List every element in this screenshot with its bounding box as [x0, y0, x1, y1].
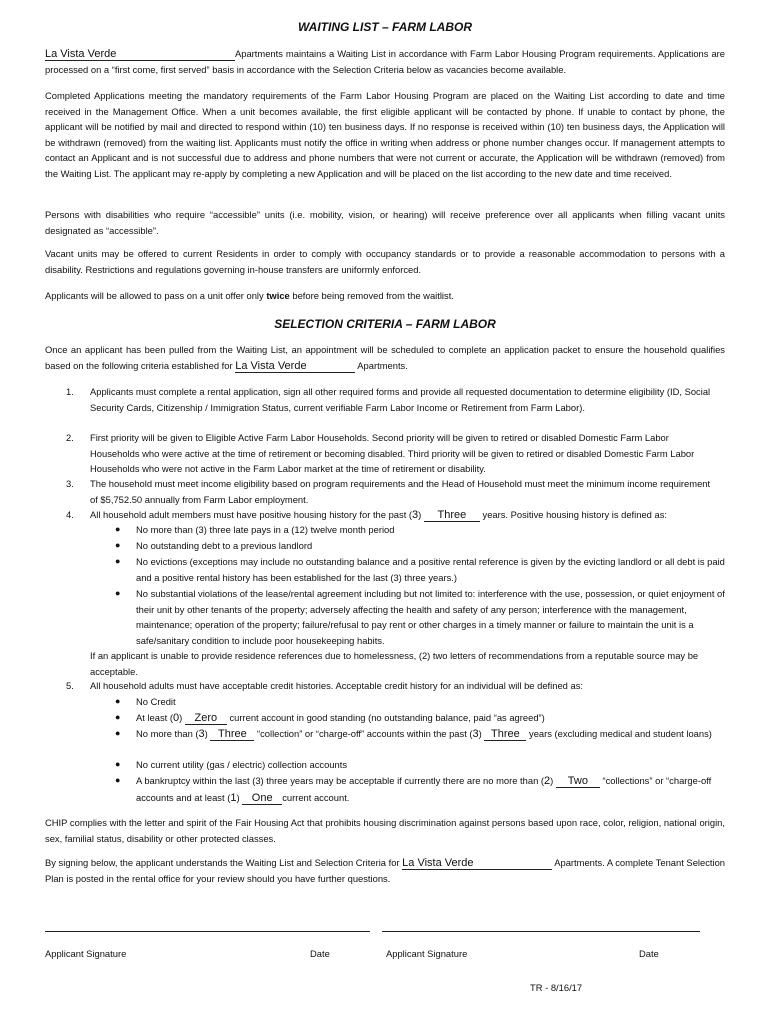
- credit-bullet: No current utility (gas / electric) collection accounts: [136, 759, 348, 770]
- criteria-item-3: The household must meet income eligibility based on program requirements and the Head of Household must meet the minimum income requirement of $5,752.50 annually from Farm Labor employment.: [90, 478, 711, 505]
- current-accounts-number-field[interactable]: 0: [173, 712, 180, 724]
- criteria-intro-paragraph: Once an applicant has been pulled from the Waiting List, an appointment will be scheduled to complete an application packet to ensure the household qualifies based on the following criteria established for La Vista Verde Apartments.: [45, 344, 725, 372]
- housing-criteria-bullet: No evictions (exceptions may include no outstanding balance and a positive rental reference is given by the evicting landlord or all debt is paid and a positive rental history has been established for the last (3) three years.): [136, 556, 725, 583]
- credit-bullet: A bankruptcy within the last (3) three years may be acceptable if currently there are no more than (2) Two “collections” or “charge-off accounts and at least (1) One current account.: [136, 775, 712, 804]
- page-title: WAITING LIST – FARM LABOR: [298, 20, 472, 34]
- resident-transfer-paragraph: Vacant units may be offered to current Residents in order to comply with occupancy standards or to provide a reasonable accommodation to persons with a disability. Restrictions and regulations governing in-house transfers are uniformly enforced.: [45, 248, 725, 275]
- signing-paragraph: By signing below, the applicant understands the Waiting List and Selection Criteria for La Vista Verde Apartments. A complete Tenant Selection Plan is posted in the rental office for your review should you have further questions.: [45, 857, 726, 884]
- bullet-icon: ●: [115, 556, 121, 566]
- applicant-signature-line-1[interactable]: [45, 931, 370, 932]
- criteria-item-2: First priority will be given to Eligible Active Farm Labor Households. Second priority will be given to retired or disabled Domestic Farm Labor Households who were active at the time of retirement or becoming disabled. Third priority will be given to retired or disabled Domestic Farm Labor Households who were not active in the Farm Labor market at the time of retirement or disability.: [90, 432, 695, 475]
- collection-accounts-word-field[interactable]: Three: [210, 728, 254, 741]
- criteria-item-1: Applicants must complete a rental application, sign all other required forms and provide all requested documentation to determine eligibility (ID, Social Security Cards, Citizenship / Immigration Status, current verifiable Farm Labor Income or Retirement from Farm Labor).: [90, 386, 711, 413]
- housing-years-number-field[interactable]: 3: [412, 509, 419, 521]
- credit-bullet: No Credit: [136, 696, 176, 707]
- bullet-icon: ●: [115, 524, 121, 534]
- collection-years-number-field[interactable]: 3: [472, 728, 479, 740]
- bullet-icon: ●: [115, 775, 121, 785]
- bullet-icon: ●: [115, 728, 121, 738]
- item-number: 3.: [66, 478, 74, 489]
- bankruptcy-accounts-word-field[interactable]: One: [242, 792, 282, 805]
- property-name-field-2[interactable]: La Vista Verde: [235, 360, 355, 373]
- bullet-icon: ●: [115, 588, 121, 598]
- housing-criteria-bullet: No more than (3) three late pays in a (12) twelve month period: [136, 524, 395, 535]
- date-label: Date: [639, 948, 659, 959]
- credit-bullet: No more than (3) Three “collection” or “charge-off” accounts within the past (3) Three years (excluding medical and student loans): [136, 728, 712, 740]
- date-label: Date: [310, 948, 330, 959]
- section-title: SELECTION CRITERIA – FARM LABOR: [274, 317, 496, 331]
- applicant-signature-label: Applicant Signature: [386, 948, 468, 959]
- item-number: 1.: [66, 386, 74, 397]
- application-process-paragraph: Completed Applications meeting the mandatory requirements of the Farm Labor Housing Program are placed on the Waiting List according to date and time received in the Management Office. When a unit becomes available, the first eligible applicant will be contacted by phone. If unable to contact by phone, the applicant will be notified by mail and directed to respond within (10) ten business days. If no response is received within (10) ten business days, the Application will be withdrawn (removed) from the waiting list. Applicants must notify the office in writing when address or phone number changes occur. If management attempts to contact an Applicant and is not successful due to address and phone numbers that were not current or accurate, the Application will be withdrawn (removed) from the Waiting List. The applicant may re-apply by completing a new Application and will be placed on the list according to the new date and time received.: [45, 90, 725, 179]
- homelessness-note: If an applicant is unable to provide residence references due to homelessness, (2) two letters of recommendations from a reputable source may be acceptable.: [90, 650, 699, 677]
- accessibility-paragraph: Persons with disabilities who require “accessible” units (i.e. mobility, vision, or hearing) will receive preference over all applicants when filling vacant units designated as “accessible”.: [45, 209, 725, 236]
- form-revision-footer: TR - 8/16/17: [530, 982, 583, 993]
- item-number: 5.: [66, 680, 74, 691]
- property-name-field-3[interactable]: La Vista Verde: [402, 857, 552, 870]
- intro-paragraph: [45, 46, 725, 77]
- housing-years-word-field[interactable]: Three: [424, 509, 480, 522]
- bankruptcy-collections-word-field[interactable]: Two: [556, 775, 600, 788]
- item-number: 4.: [66, 509, 74, 520]
- bullet-icon: ●: [115, 712, 121, 722]
- criteria-item-5: All household adults must have acceptable credit histories. Acceptable credit history for an individual will be defined as:: [90, 680, 583, 691]
- collection-accounts-number-field[interactable]: 3: [198, 728, 205, 740]
- bankruptcy-accounts-number-field[interactable]: 1: [230, 791, 237, 804]
- fair-housing-paragraph: CHIP complies with the letter and spirit of the Fair Housing Act that prohibits housing discrimination against persons based upon race, color, religion, national origin, sex, familial status, disability or other protected classes.: [45, 817, 725, 844]
- intro-text: Apartments maintains a Waiting List in accordance with Farm Labor Housing Program requirements. Applications are processed on a “first come, first served” basis in accordance with the Selection Criteria below as vacancies become available.: [45, 48, 725, 75]
- bullet-icon: ●: [115, 540, 121, 550]
- bullet-icon: ●: [115, 696, 121, 706]
- collection-years-word-field[interactable]: Three: [484, 728, 526, 741]
- property-name-field[interactable]: La Vista Verde: [45, 48, 235, 61]
- applicant-signature-line-2[interactable]: [382, 931, 700, 932]
- current-accounts-word-field[interactable]: Zero: [185, 712, 227, 725]
- unit-offer-paragraph: Applicants will be allowed to pass on a unit offer only twice before being removed from the waitlist.: [45, 290, 454, 301]
- applicant-signature-label: Applicant Signature: [45, 948, 127, 959]
- bankruptcy-collections-number-field[interactable]: 2: [544, 775, 551, 787]
- credit-bullet: At least (0) Zero current account in good standing (no outstanding balance, paid “as agreed”): [136, 712, 545, 724]
- housing-criteria-bullet: No substantial violations of the lease/rental agreement including but not limited to: interference with the use, possession, or quiet enjoyment of their unit by other tenants of the property; adversely affecting the health and safety of any person; interference with the management, maintenance; operation of the property; failure/refusal to pay rent or other charges in a timely manner or failure to maintain the unit is a safe/sanitary condition to include poor housekeeping habits.: [136, 588, 725, 646]
- bullet-icon: ●: [115, 759, 121, 769]
- housing-criteria-bullet: No outstanding debt to a previous landlord: [136, 540, 313, 551]
- item-number: 2.: [66, 432, 74, 443]
- criteria-item-4: All household adult members must have positive housing history for the past (3) Three years. Positive housing history is defined as:: [90, 509, 667, 521]
